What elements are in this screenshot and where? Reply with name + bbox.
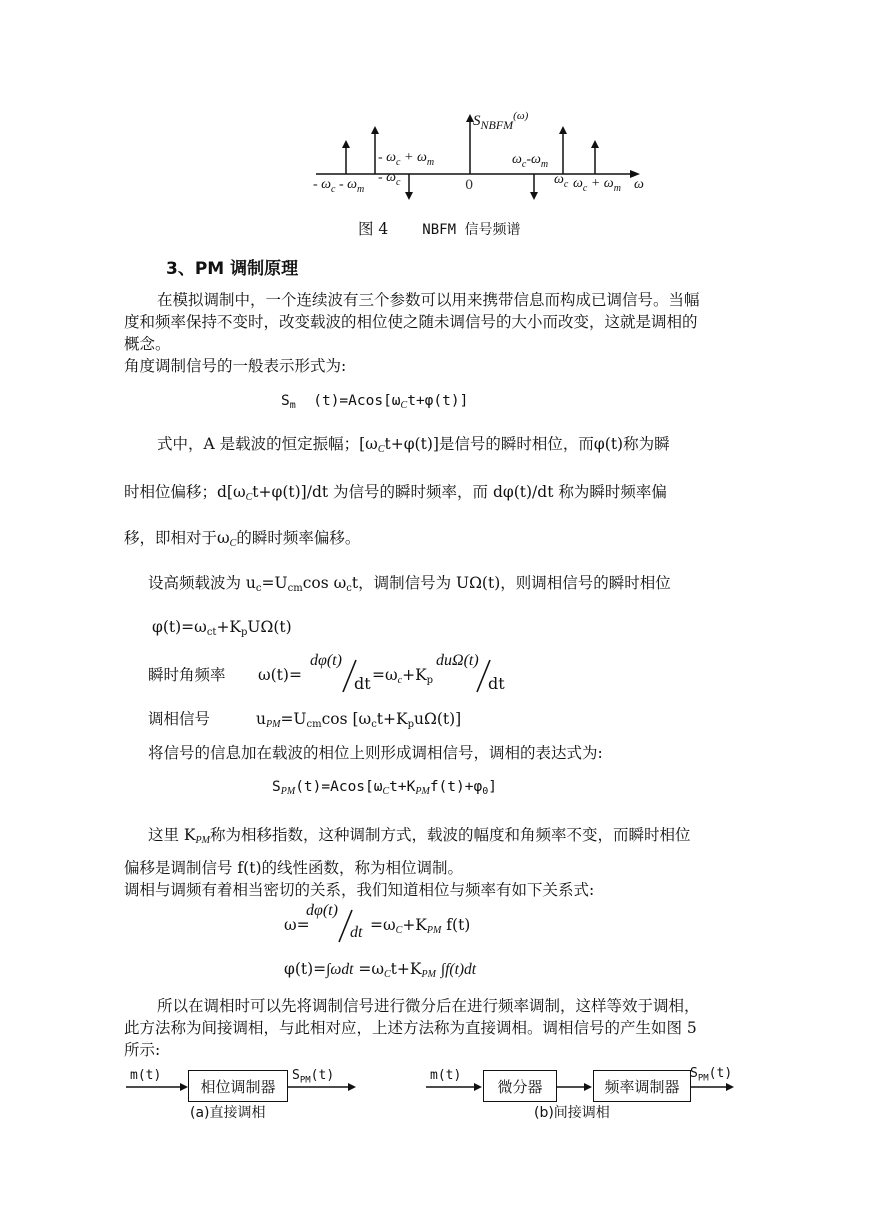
fig5b-caption: (b)间接调相 — [534, 1105, 610, 1121]
equation-pm-signal: $u_{PM}=U_{cm}\cos$ $[\omega_ct+K_pu\Omega(t)]$ — [256, 710, 462, 730]
axis-omega-label: ω — [634, 177, 644, 192]
para6-line1: 这里 $K_{PM}$称为相移指数，这种调制方式，载波的幅度和角频率不变，而瞬时相位 — [148, 826, 691, 846]
para5: 将信号的信息加在载波的相位上则形成调相信号，调相的表达式为: — [148, 744, 603, 762]
equation-phase-integral: $\varphi(t)=\int\omega dt =\omega_Ct+K_{PM}$ ∫f(t)dt — [284, 960, 477, 980]
para8-line3: 所示: — [124, 1041, 161, 1059]
para1-line2: 度和频率保持不变时，改变载波的相位使之随未调信号的大小而改变，这就是调相的 — [124, 313, 698, 331]
spectrum-y-label: $S_{NBFM}^{(\omega)}$ — [473, 110, 529, 132]
para6-line2: 偏移是调制信号 f(t)的线性函数，称为相位调制。 — [124, 859, 463, 877]
label-neg-wc-plus-wm: - $\omega_c + \omega_m$ — [378, 150, 435, 168]
label-wc: $\omega_c$ — [554, 172, 569, 190]
label-neg-wc-minus-wm: - $\omega_c - \omega_m$ — [313, 177, 365, 195]
label-wc-plus-wm: $\omega_c + \omega_m$ — [573, 176, 621, 194]
frequency-modulator-block: 频率调制器 — [593, 1070, 691, 1102]
fig5a-input-label: m(t) — [130, 1068, 162, 1083]
para2: 角度调制信号的一般表示形式为: — [124, 357, 347, 375]
equation-angle-modulation: $S_m$ $(t)=Acos[\omega_Ct+\varphi(t)]$ — [281, 393, 469, 411]
para3-line2: 时相位偏移；$d[\omega_Ct+\varphi(t)]/dt$ 为信号的瞬时频率，而 dφ(t)/dt 称为瞬时频率偏 — [124, 483, 667, 503]
phase-modulator-block: 相位调制器 — [188, 1070, 288, 1102]
para1-line3: 概念。 — [124, 335, 171, 353]
fig5a-output-label: $S_{PM}(t)$ — [292, 1068, 335, 1086]
differentiator-block: 微分器 — [483, 1070, 557, 1102]
para8-line2: 此方法称为间接调相，与此相对应，上述方法称为直接调相。调相信号的产生如图 5 — [124, 1019, 697, 1037]
figure4-caption: 图 4 NBFM 信号频谱 — [358, 220, 521, 238]
para3-line3: 移，即相对于$\omega_C$的瞬时频率偏移。 — [124, 529, 361, 549]
label-pm-signal: 调相信号 — [148, 710, 211, 728]
origin-label: 0 — [465, 178, 474, 193]
label-instant-angular-frequency: 瞬时角频率 — [148, 666, 226, 684]
label-neg-wc: - $\omega_c$ — [378, 170, 401, 188]
para4: 设高频载波为 $u_c=U_{cm}\cos$ $\omega_ct$，调制信号为 UΩ(t)，则调相信号的瞬时相位 — [148, 574, 671, 594]
label-wc-minus-wm: $\omega_c-\omega_m$ — [512, 152, 549, 170]
equation-omega-derivative: ω= dφ(t) dt $=\omega_C+K_{PM}$ f(t) — [284, 902, 471, 941]
equation-pm-expression: $S_{PM}(t)=Acos[\omega_Ct+K_{PM}f(t)+\varphi_0]$ — [272, 779, 497, 797]
para7: 调相与调频有着相当密切的关系，我们知道相位与频率有如下关系式: — [124, 881, 595, 899]
fig5b-output-label: $S_{PM}(t)$ — [690, 1066, 733, 1084]
equation-instant-phase: $\varphi(t)=\omega_{ct}+K_pU\Omega(t)$ — [152, 618, 292, 638]
fig5a-caption: (a)直接调相 — [190, 1105, 266, 1121]
para1-line1: 在模拟调制中，一个连续波有三个参数可以用来携带信息而构成已调信号。当幅 — [157, 291, 700, 309]
fig5b-input-label: m(t) — [430, 1068, 462, 1083]
para8-line1: 所以在调相时可以先将调制信号进行微分后在进行频率调制，这样等效于调相， — [157, 997, 700, 1015]
section-heading: 3、PM 调制原理 — [166, 259, 299, 279]
para3-line1: 式中，A 是载波的恒定振幅；$[\omega_Ct+\varphi(t)]$是信号的瞬时相位，而φ(t)称为瞬 — [157, 435, 670, 455]
equation-instant-frequency: ω(t)= dφ(t) dt $=\omega_c+K_p$ duΩ(t) dt — [258, 652, 505, 693]
